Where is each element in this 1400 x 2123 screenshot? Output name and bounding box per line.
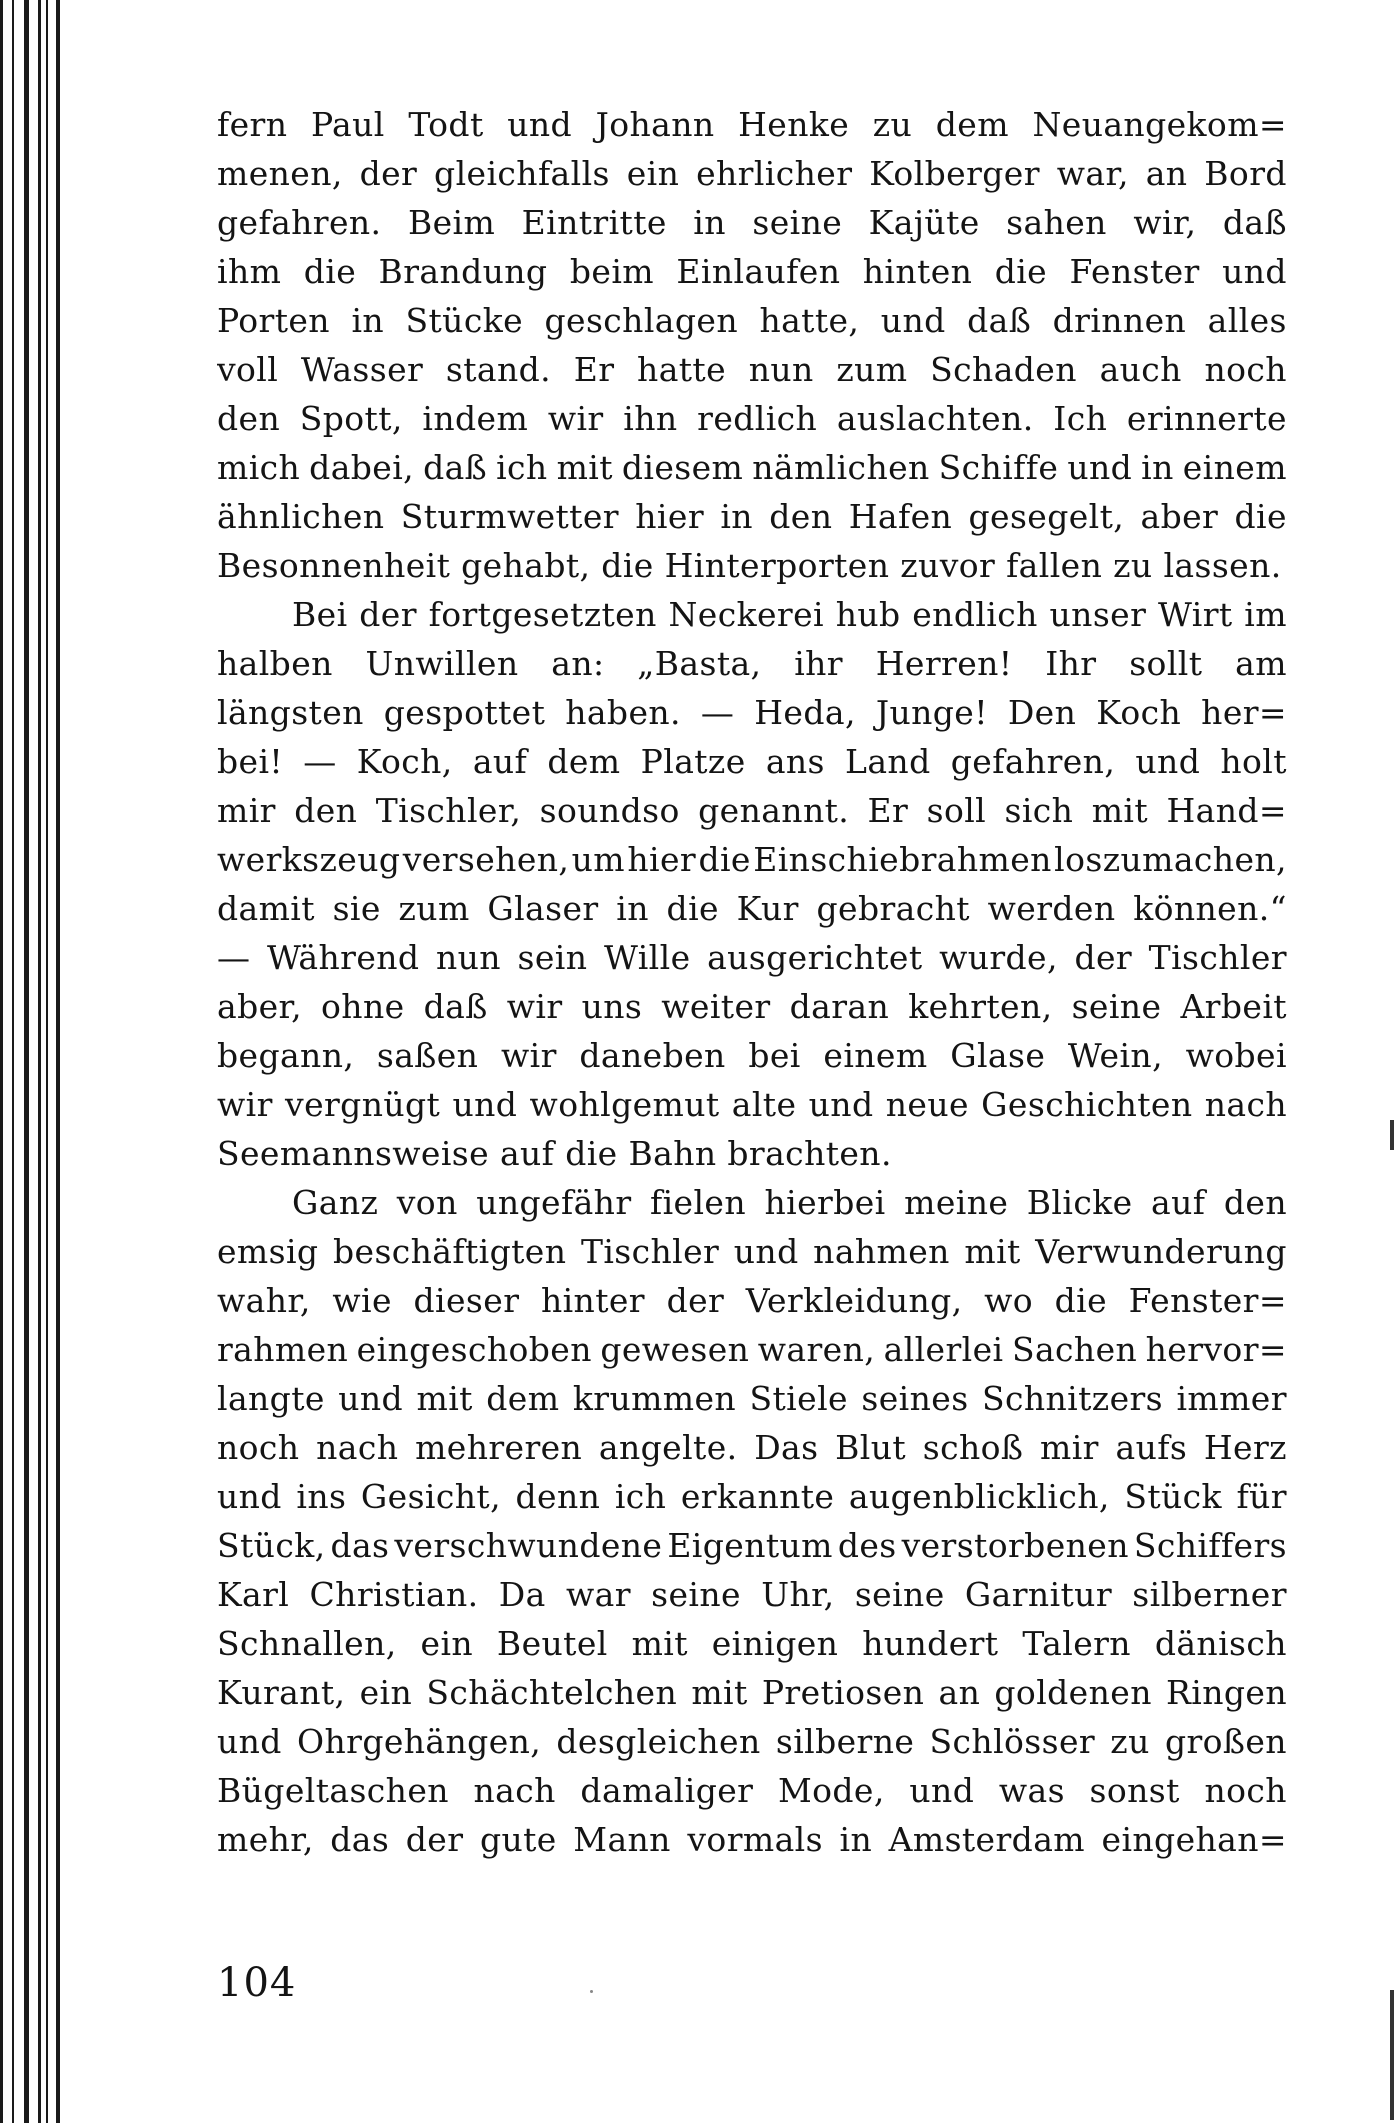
- text-line: Karl Christian. Da war seine Uhr, seine Garnitur silberner: [217, 1575, 1287, 1614]
- right-edge-mark-bottom: [1390, 1990, 1394, 2120]
- text-line: Porten in Stücke geschlagen hatte, und daß drinnen alles: [217, 301, 1287, 340]
- text-line: fern Paul Todt und Johann Henke zu dem Neuangekom=: [217, 105, 1287, 144]
- text-line: damit sie zum Glaser in die Kur gebracht werden können.“: [217, 889, 1287, 928]
- text-line: menen, der gleichfalls ein ehrlicher Kolberger war, an Bord: [217, 154, 1287, 193]
- text-line: Seemannsweise auf die Bahn brachten.: [217, 1134, 892, 1173]
- text-line: rahmen eingeschoben gewesen waren, allerlei Sachen hervor=: [217, 1330, 1287, 1369]
- text-line: und ins Gesicht, denn ich erkannte augenblicklich, Stück für: [217, 1477, 1287, 1516]
- page-number: 104: [217, 1960, 297, 2006]
- text-line: begann, saßen wir daneben bei einem Glase Wein, wobei: [217, 1036, 1287, 1075]
- scan-speck: [590, 1990, 593, 1993]
- text-line: Ganz von ungefähr fielen hierbei meine Blicke auf den: [292, 1183, 1287, 1222]
- body-text: [217, 100, 1287, 1864]
- text-line: aber, ohne daß wir uns weiter daran kehrten, seine Arbeit: [217, 987, 1287, 1026]
- text-line: wir vergnügt und wohlgemut alte und neue Geschichten nach: [217, 1085, 1287, 1124]
- text-line: Stück, das verschwundene Eigentum des verstorbenen Schiffers: [217, 1526, 1287, 1565]
- text-line: — Während nun sein Wille ausgerichtet wurde, der Tischler: [217, 938, 1287, 977]
- text-line: längsten gespottet haben. — Heda, Junge! Den Koch her=: [217, 693, 1287, 732]
- text-line: bei! — Koch, auf dem Platze ans Land gefahren, und holt: [217, 742, 1287, 781]
- text-line: mehr, das der gute Mann vormals in Amsterdam eingehan=: [217, 1820, 1287, 1859]
- text-line: emsig beschäftigten Tischler und nahmen mit Verwunderung: [217, 1232, 1287, 1271]
- text-line: ähnlichen Sturmwetter hier in den Hafen gesegelt, aber die: [217, 497, 1287, 536]
- text-line: Kurant, ein Schächtelchen mit Pretiosen an goldenen Ringen: [217, 1673, 1287, 1712]
- text-line: und Ohrgehängen, desgleichen silberne Schlösser zu großen: [217, 1722, 1287, 1761]
- text-line: mir den Tischler, soundso genannt. Er soll sich mit Hand=: [217, 791, 1287, 830]
- text-line: mich dabei, daß ich mit diesem nämlichen Schiffe und in einem: [217, 448, 1287, 487]
- page-spine-shadow: [0, 0, 90, 2123]
- text-line: gefahren. Beim Eintritte in seine Kajüte sahen wir, daß: [217, 203, 1287, 242]
- text-line: noch nach mehreren angelte. Das Blut schoß mir aufs Herz: [217, 1428, 1287, 1467]
- right-edge-mark-top: [1390, 1120, 1394, 1150]
- text-line: langte und mit dem krummen Stiele seines Schnitzers immer: [217, 1379, 1287, 1418]
- text-line: werkszeug versehen, um hier die Einschiebrahmen loszumachen,: [217, 840, 1287, 879]
- text-line: voll Wasser stand. Er hatte nun zum Schaden auch noch: [217, 350, 1287, 389]
- text-line: Schnallen, ein Beutel mit einigen hundert Talern dänisch: [217, 1624, 1287, 1663]
- text-line: Besonnenheit gehabt, die Hinterporten zuvor fallen zu lassen.: [217, 546, 1282, 585]
- text-line: ihm die Brandung beim Einlaufen hinten die Fenster und: [217, 252, 1287, 291]
- text-line: halben Unwillen an: „Basta, ihr Herren! Ihr sollt am: [217, 644, 1287, 683]
- text-line: den Spott, indem wir ihn redlich auslachten. Ich erinnerte: [217, 399, 1287, 438]
- text-line: Bügeltaschen nach damaliger Mode, und was sonst noch: [217, 1771, 1287, 1810]
- text-line: wahr, wie dieser hinter der Verkleidung, wo die Fenster=: [217, 1281, 1287, 1320]
- text-line: Bei der fortgesetzten Neckerei hub endlich unser Wirt im: [292, 595, 1287, 634]
